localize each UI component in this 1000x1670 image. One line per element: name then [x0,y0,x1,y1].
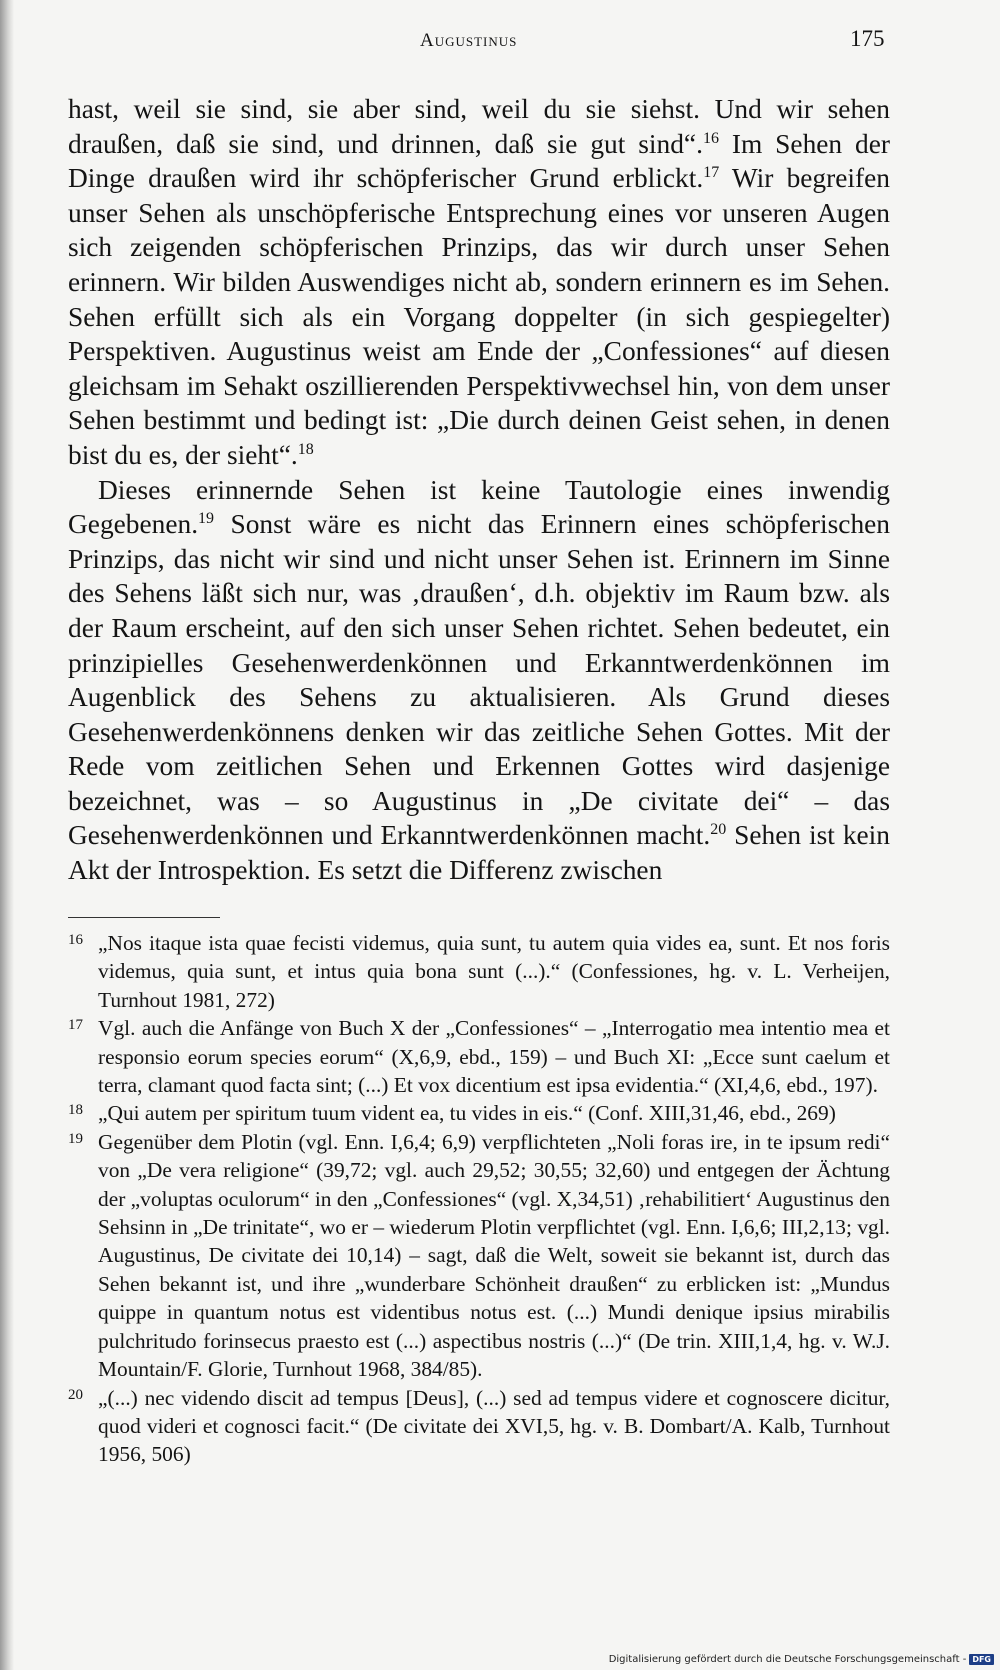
footnote [68,1014,890,1099]
footnote-reference: 16 [702,129,719,147]
footnote [68,1384,890,1469]
footnote-number: 18 [68,1102,83,1119]
footnote-reference: 18 [297,440,314,458]
book-spine-shadow [0,0,14,1670]
page-number: 175 [850,26,885,51]
footnote-reference: 20 [710,821,727,839]
footnote-number: 19 [68,1130,83,1147]
body-paragraph [68,92,890,473]
footnote-number: 20 [68,1386,83,1403]
footnote-separator [68,917,220,918]
text-run: Sonst wäre es nicht das Erinnern eines schöpferischen Prinzips, das nicht wir sind und nicht unser Sehen ist. Erinnern im Sinne des Sehens läßt sich nur, was ‚draußen‘, d.h. objektiv im Raum bzw. als der Raum erscheint, auf den sich unser Sehen richtet. Sehen bedeutet, ein prinzipielles Gesehenwerdenkönnen und Erkanntwerdenkönnen im Augenblick des Sehens zu aktualisieren. Als Grund dieses Gesehenwerdenkönnens denken wir das zeitliche Sehen Gottes. Mit der Rede vom zeitlichen Sehen und Erkennen Gottes wird dasjenige bezeichnet, was – so Augustinus in „De civitate dei“ – das Gesehenwerdenkönnen und Erkanntwerdenkönnen macht. [68,509,890,851]
footnote-reference: 17 [703,164,720,182]
footnote-text: „Nos itaque ista quae fecisti videmus, quia sunt, tu autem quia vides ea, sunt. Et nos foris videmus, quia sunt, et intus quia bona sunt (...).“ (Confessiones, hg. v. L. Verheijen, Turnhout 1981, 272) [98,931,890,1012]
body-paragraph [68,473,890,888]
digitization-credit [609,1654,994,1665]
footnote [68,1099,890,1127]
main-text [68,92,890,888]
text-run: Im Sehen der Dinge draußen wird ihr schöpferischer Grund erblickt. [68,128,890,194]
footnote-number: 16 [68,932,83,948]
footnote-text: „Qui autem per spiritum tuum vident ea, tu vides in eis.“ (Conf. XIII,31,46, ebd., 269) [98,1101,836,1126]
text-run: Sehen ist kein Akt der Introspektion. Es setzt die Differenz zwischen [68,820,890,886]
footnote-reference: 19 [198,510,215,528]
running-head [0,26,1000,60]
running-head-title: Augustinus [420,30,518,51]
footnote [68,929,890,1014]
footnote-text: Vgl. auch die Anfänge von Buch X der „Confessiones“ – „Interrogatio mea intentio mea et responsio eorum species eorum“ (X,6,9, ebd., 159) – und Buch XI: „Ecce sunt caelum et terra, clamant quod facta sint; (...) Et vox dicentium est ipsa evidentia.“ (XI,4,6, ebd., 197). [98,1016,890,1098]
footnotes [68,929,890,1469]
footnote-text: Gegenüber dem Plotin (vgl. Enn. I,6,4; 6,9) verpflichteten „Noli foras ire, in te ipsum redi“ von „De vera religione“ (39,72; vgl. auch 29,52; 30,55; 32,60) und entgegen der Ächtung der „voluptas oculorum“ in den „Confessiones“ (vgl. X,34,51) ‚rehabilitiert‘ Augustinus den Sehsinn in „De trinitate“, wo er – wiederum Plotin verpflichtet (vgl. Enn. I,6,6; III,2,13; vgl. Augustinus, De civitate dei 10,14) – sagt, daß die Welt, soweit sie bekannt ist, durch das Sehen bekannt ist, und ihre „wunderbare Schönheit draußen“ zu erblicken ist: „Mundus quippe in quantum notus est videntibus notus est. (...) Mundi denique ipsius mirabilis pulchritudo forinsecus praesto est (...) aspectibus nostris (...)“ (De trin. XIII,1,4, hg. v. W.J. Mountain/F. Glorie, Turnhout 1968, 384/85). [98,1129,890,1382]
footnote-number: 17 [68,1017,83,1034]
digitization-credit-text: Digitalisierung gefördert durch die Deutsche Forschungsgemeinschaft - [608,1654,967,1665]
dfg-logo: DFG [969,1654,994,1665]
footnote [68,1128,890,1384]
footnote-text: „(...) nec videndo discit ad tempus [Deus], (...) sed ad tempus videre et cognoscere dicitur, quod videri et cognosci facit.“ (De civitate dei XVI,5, hg. v. B. Dombart/A. Kalb, Turnhout 1956, 506) [98,1385,890,1467]
text-run: Dieses erinnernde Sehen ist keine Tautologie eines inwendig Gegebenen. [68,474,890,540]
text-run: hast, weil sie sind, sie aber sind, weil du sie siehst. Und wir sehen draußen, daß sie sind, und drinnen, daß sie gut sind“. [68,94,890,159]
text-run: Wir begreifen unser Sehen als unschöpferische Entsprechung eines vor unseren Augen sich zeigenden schöpferischen Prinzips, das wir durch unser Sehen erinnern. Wir bilden Auswendiges nicht ab, sondern erinnern es im Sehen. Sehen erfüllt sich als ein Vorgang doppelter (in sich gespiegelter) Perspektiven. Augustinus weist am Ende der „Confessiones“ auf diesen gleichsam im Sehakt oszillierenden Perspektivwechsel hin, von dem unser Sehen bestimmt und bedingt ist: „Die durch deinen Geist sehen, in denen bist du es, der sieht“. [68,163,890,470]
